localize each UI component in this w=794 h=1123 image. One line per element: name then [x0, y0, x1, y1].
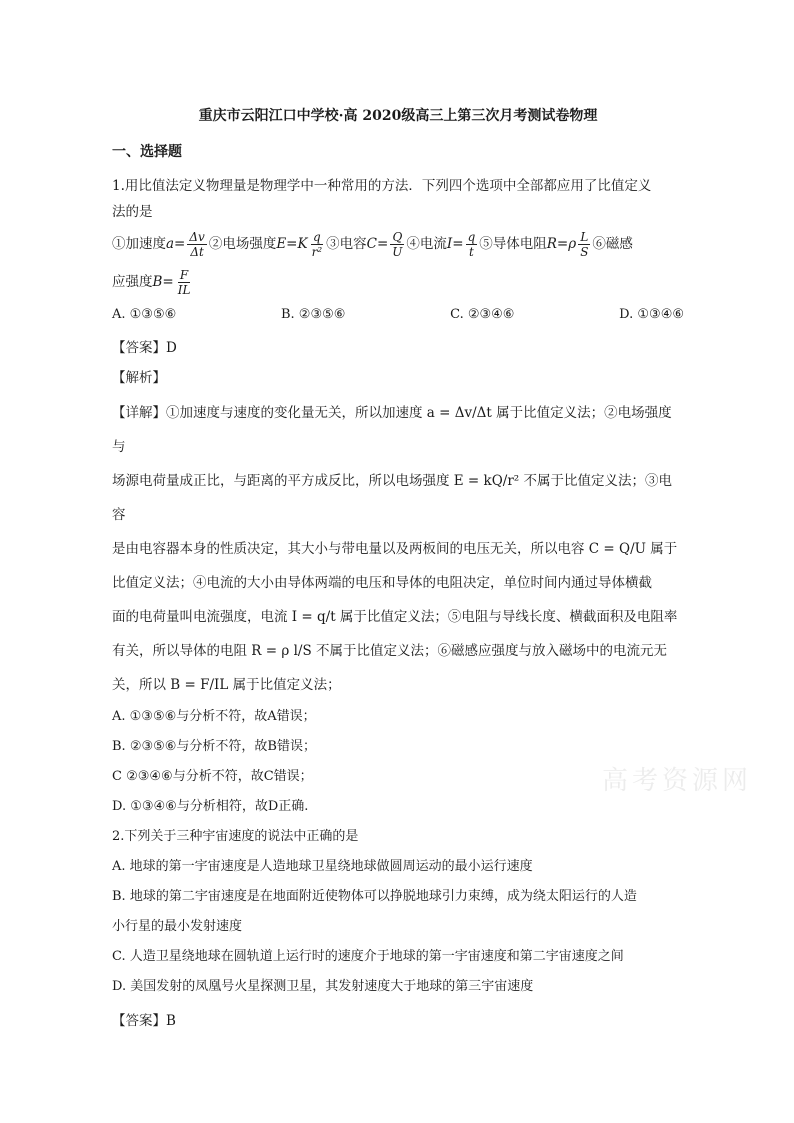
q1-formulas [112, 225, 684, 263]
q2-option: A. 地球的第一宇宙速度是人造地球卫星绕地球做圆周运动的最小运行速度 [112, 859, 533, 874]
q2-option: B. 地球的第二宇宙速度是在地面附近使物体可以挣脱地球引力束缚，成为绕太阳运行的人造 [112, 889, 637, 904]
q1-option-b: B. ②③⑤⑥ [280, 307, 346, 322]
q1-stem-line1: 1.用比值法定义物理量是物理学中一种常用的方法．下列四个选项中全部都应用了比值定义 [112, 178, 652, 194]
q1-option-c: C. ②③④⑥ [450, 307, 515, 322]
q1-formulas-row2 [112, 263, 684, 301]
detail-line: 场源电荷量成正比，与距离的平方成反比，所以电场强度 E = kQ/r² 不属于比值定义法；③电容 [112, 473, 672, 523]
detail-line: 【详解】①加速度与速度的变化量无关，所以加速度 a = Δv/Δt 属于比值定义法；②电场强度与 [112, 405, 672, 455]
q2-option: D. 美国发射的凤凰号火星探测卫星，其发射速度大于地球的第三宇宙速度 [112, 979, 534, 994]
q1-detail [112, 396, 684, 702]
q1-analysis-heading: 【解析】 [112, 370, 166, 386]
review-line: D. ①③④⑥与分析相符，故D正确. [112, 799, 309, 814]
watermark: 高考资源网 [602, 766, 753, 796]
q2-block [112, 822, 684, 1036]
review-line: B. ②③⑤⑥与分析不符，故B错误； [112, 739, 316, 754]
q1-option-a: A. ①③⑤⑥ [112, 307, 177, 322]
review-line: C ②③④⑥与分析不符，故C错误； [112, 769, 313, 784]
formula-1-label: ①加速度 [112, 236, 166, 252]
q1-option-d: D. ①③④⑥ [619, 307, 684, 322]
q1-review [112, 702, 684, 822]
formula-2: E=K $\frac{q}{\text{r²}}$ [276, 230, 323, 259]
formula-5: R=ρ $\frac{L}{S}$ [546, 230, 589, 259]
formula-4: I= $\frac{q}{t}$ [446, 230, 476, 259]
detail-line: 面的电荷量叫电流强度，电流 I = q/t 属于比值定义法；⑤电阻与导线长度、横截面积及电阻率 [112, 609, 678, 625]
formula-4-label: ④电流 [406, 236, 447, 252]
formula-6-label: ⑥磁感 [592, 236, 633, 252]
document-page [112, 98, 684, 1046]
q1-options [112, 307, 684, 322]
page-title: 重庆市云阳江口中学校·高 2020级高三上第三次月考测试卷物理 [198, 108, 598, 124]
formula-6: B= $\frac{F}{IL}$ [152, 268, 191, 297]
q1-stem-line2: 法的是 [112, 204, 153, 220]
q2-option: 小行星的最小发射速度 [112, 919, 243, 934]
detail-line: 比值定义法；④电流的大小由导体两端的电压和导体的电阻决定，单位时间内通过导体横截 [112, 575, 652, 591]
detail-line: 是由电容器本身的性质决定，其大小与带电量以及两板间的电压无关，所以电容 C = Q/U 属于 [112, 541, 678, 557]
detail-line: 有关，所以导体的电阻 R = ρ l/S 不属于比值定义法；⑥磁感应强度与放入磁场中的电流元无 [112, 643, 667, 659]
q2-answer: 【答案】B [112, 1013, 176, 1029]
formula-3-label: ③电容 [326, 236, 367, 252]
formula-5-label: ⑤导体电阻 [479, 236, 547, 252]
q1-answer: 【答案】D [112, 340, 177, 356]
review-line: A. ①③⑤⑥与分析不符，故A错误； [112, 709, 316, 724]
q2-stem: 2.下列关于三种宇宙速度的说法中正确的是 [112, 829, 359, 844]
formula-3: C= $\frac{Q}{U}$ [366, 230, 403, 259]
section-heading: 一、选择题 [112, 144, 182, 160]
formula-1: a= $\frac{\Delta v}{\Delta t}$ [166, 230, 205, 259]
q2-option: C. 人造卫星绕地球在圆轨道上运行时的速度介于地球的第一宇宙速度和第二宇宙速度之间 [112, 949, 624, 964]
formula-2-label: ②电场强度 [208, 236, 277, 252]
formula-6-label2: 应强度 [112, 274, 153, 290]
detail-line: 关，所以 B = F/IL 属于比值定义法； [112, 677, 341, 693]
